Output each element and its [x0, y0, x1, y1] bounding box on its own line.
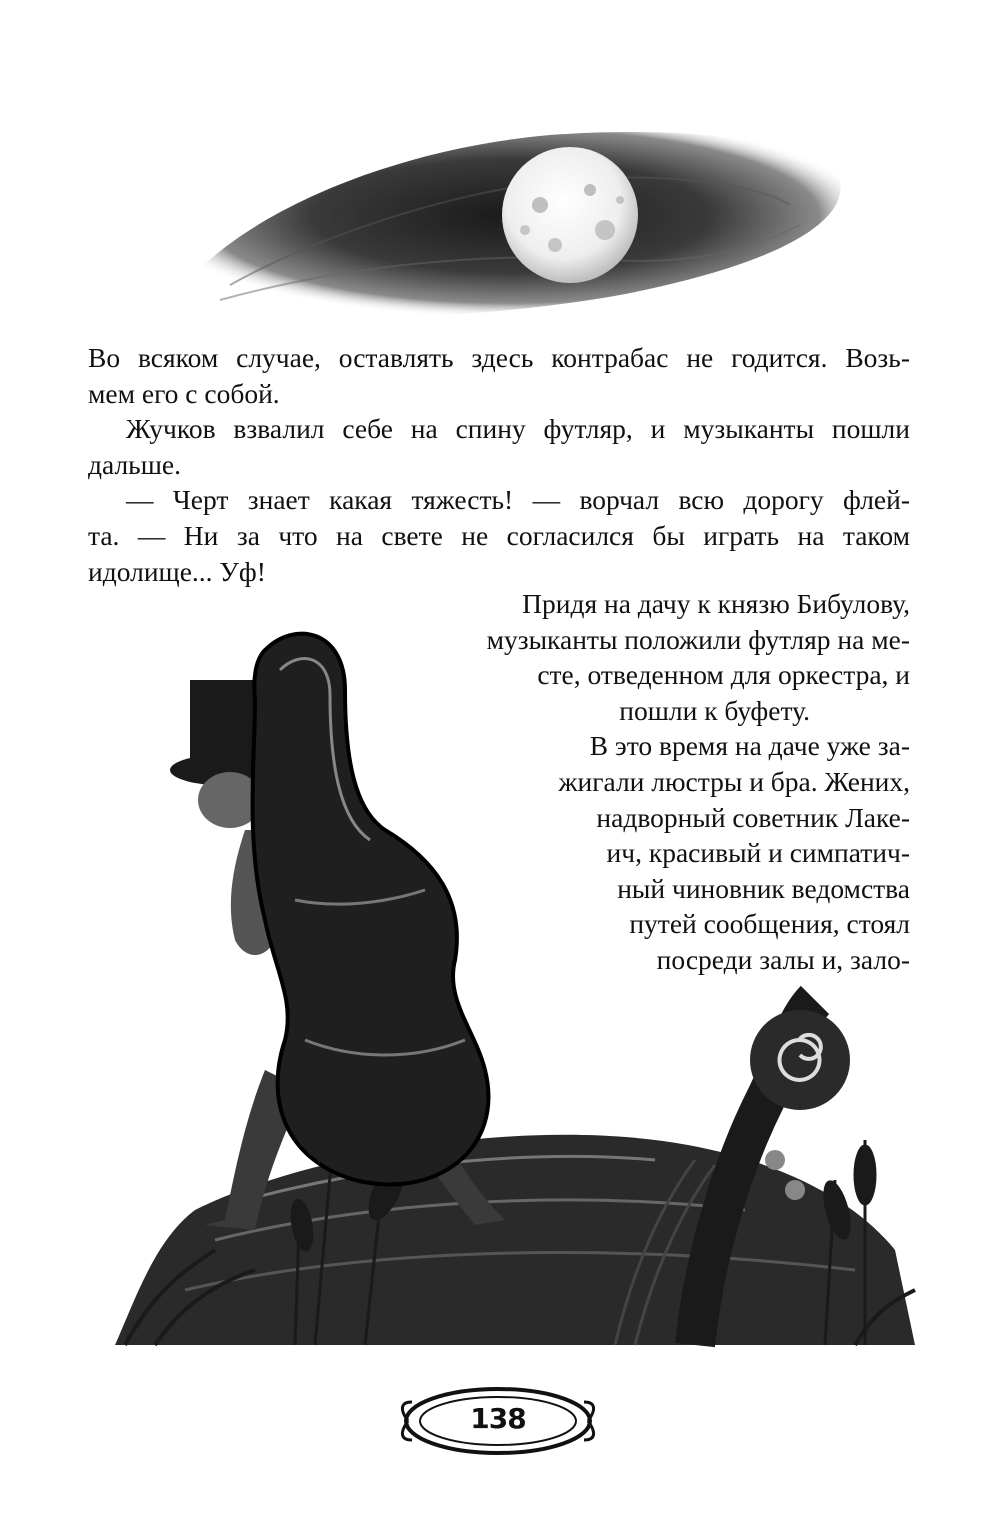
- text-line: Во всяком случае, оставлять здесь контрабас не годится. Возь-: [88, 342, 910, 373]
- text-line: дальше.: [88, 448, 181, 480]
- text-line: Жучков взвалил себе на спину футляр, и музыканты пошли: [126, 413, 910, 445]
- text-line: надворный советник Лаке-: [596, 801, 910, 833]
- text-line: та. — Ни за что на свете не согласился бы играть на таком: [88, 519, 910, 551]
- page-number: 138: [470, 1402, 526, 1435]
- ground: [115, 1135, 915, 1345]
- moon: [502, 147, 638, 283]
- main-text-block: [88, 340, 910, 589]
- text-line: ный чиновник ведомства: [617, 872, 910, 904]
- text-line: В это время на даче уже за-: [589, 730, 910, 762]
- text-line: мем его с собой.: [88, 377, 280, 409]
- text-line: сте, отведенном для оркестра, и: [537, 659, 910, 691]
- moon-illustration: [150, 110, 850, 340]
- text-line: — Черт знает какая тяжесть! — ворчал всю дорогу флей-: [126, 484, 910, 516]
- text-line: Придя на дачу к князю Бибулову,: [522, 588, 910, 619]
- text-line: жигали люстры и бра. Жених,: [558, 765, 910, 797]
- text-line: идолище... Уф!: [88, 555, 266, 587]
- text-line: ич, красивый и симпатич-: [606, 837, 910, 869]
- text-line: пошли к буфету.: [619, 694, 810, 726]
- wrapped-text-block: [487, 586, 910, 978]
- text-line: музыканты положили футляр на ме-: [486, 623, 910, 655]
- text-line: посреди залы и, зало-: [656, 943, 910, 975]
- text-line: путей сообщения, стоял: [629, 908, 910, 940]
